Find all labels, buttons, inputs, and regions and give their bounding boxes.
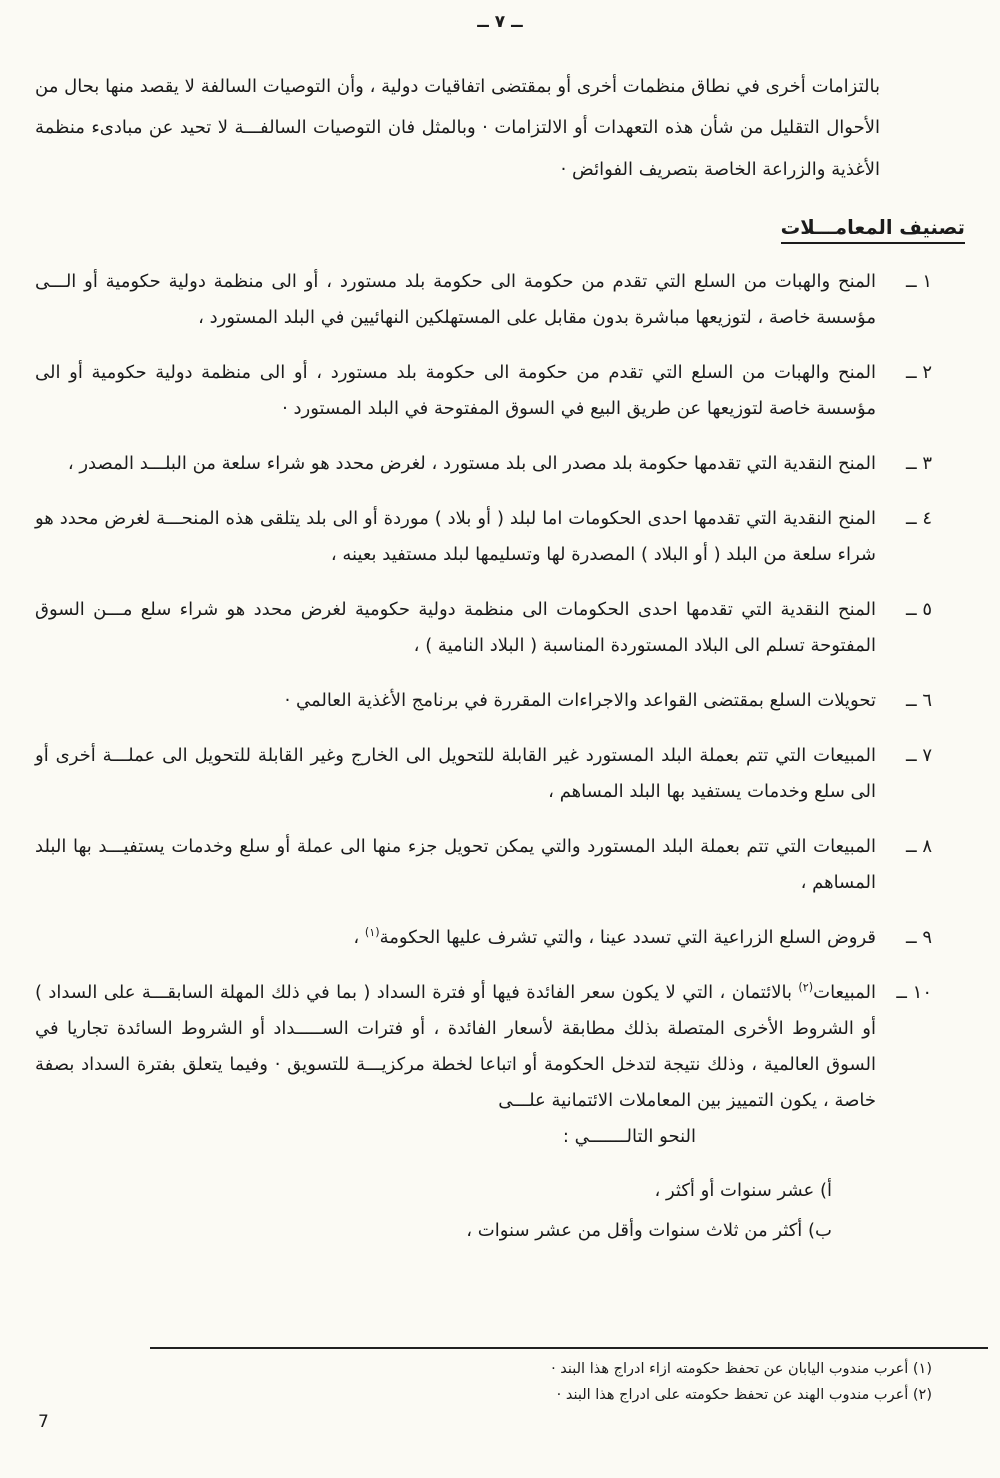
item-number: ٣ ــ xyxy=(906,453,932,475)
list-item-8 xyxy=(35,829,932,901)
item-text: المبيعات التي تتم بعملة البلد المستورد غير القابلة للتحويل الى الخارج وغير القابلة للتحويل الى عملـــة أخرى أو الى سلع وخدمات يستفيد بها البلد المساهم ، xyxy=(35,745,876,803)
item-text xyxy=(35,920,876,956)
intro-paragraph: بالتزامات أخرى في نطاق منظمات أخرى أو بمقتضى اتفاقيات دولية ، وأن التوصيات السالفة لا يقصد منها بحال من الأحوال التقليل من شأن هذه التعهدات أو الالتزامات · وبالمثل فان التوصيات السالفـــة لا تحيد عن مبادىء منظمة الأغذية والزراعة الخاصة بتصريف الفوائض · xyxy=(35,76,880,180)
footnote-ref-1: (١) xyxy=(364,926,380,940)
sub-item-b: ب) أكثر من ثلاث سنوات وأقل من عشر سنوات ، xyxy=(466,1220,832,1242)
footnote-1: (١) أعرب مندوب اليابان عن تحفظ حكومته ازاء ادراج هذا البند · xyxy=(551,1360,932,1377)
list-item-7 xyxy=(35,738,932,810)
list-item-3 xyxy=(35,446,932,482)
item-number: ٤ ــ xyxy=(906,508,932,530)
item-text: المبيعات التي تتم بعملة البلد المستورد والتي يمكن تحويل جزء منها الى عملة أو سلع وخدمات يستفيـــد بها البلد المساهم ، xyxy=(35,836,876,894)
item-number: ١٠ ــ xyxy=(896,982,932,1004)
item-number: ٨ ــ xyxy=(906,836,932,858)
item-number: ٩ ــ xyxy=(906,927,932,949)
item-number: ٢ ــ xyxy=(906,362,932,384)
item-text: المنح النقدية التي تقدمها حكومة بلد مصدر الى بلد مستورد ، لغرض محدد هو شراء سلعة من البلـــد المصدر ، xyxy=(67,453,876,475)
item-text-post: ، xyxy=(353,927,365,949)
list-item-4 xyxy=(35,501,932,573)
list-item-9 xyxy=(35,920,932,956)
list-item-6 xyxy=(35,683,932,719)
item-text-post: بالائتمان ، التي لا يكون سعر الفائدة فيها أو فترة السداد ( بما في ذلك المهلة السابقـــة على السداد ) أو الشروط الأخرى المتصلة بذلك مطابقة لأسعار الفائدة ، أو فترات الســـــداد أو الشروط السائدة تجاريا في السوق العالمية ، وذلك نتيجة لتدخل الحكومة أو اتباعا لخطة مركزيـــة للتسويق · وفيما يتعلق بفترة السداد بصفة خاصة ، يكون التمييز بين المعاملات الائتمانية علـــى xyxy=(35,982,876,1112)
item-number: ٧ ــ xyxy=(906,745,932,767)
list-item-1 xyxy=(35,264,932,336)
page-number-bottom: 7 xyxy=(38,1412,49,1432)
item-number: ٥ ــ xyxy=(906,599,932,621)
item-number: ١ ــ xyxy=(906,271,932,293)
footnote-ref-2: (٢) xyxy=(798,981,814,995)
item-text-pre: قروض السلع الزراعية التي تسدد عينا ، والتي تشرف عليها الحكومة xyxy=(379,927,876,949)
list-item-5 xyxy=(35,592,932,664)
section-heading xyxy=(35,216,965,244)
item-number: ٦ ــ xyxy=(906,690,932,712)
transaction-list xyxy=(35,264,932,1155)
footnotes-block xyxy=(150,1347,988,1408)
item-text xyxy=(35,975,876,1155)
item-text: المنح والهبات من السلع التي تقدم من حكومة الى حكومة بلد مستورد ، أو الى منظمة دولية حكومية أو الـــى مؤسسة خاصة ، لتوزيعها مباشرة بدون مقابل على المستهلكين النهائيين في البلد المستورد ، xyxy=(35,271,876,329)
section-heading-text: تصنيف المعامـــلات xyxy=(781,216,965,244)
list-item-10 xyxy=(35,975,932,1155)
page-number-top: ــ ٧ ــ xyxy=(477,12,523,32)
item-text: تحويلات السلع بمقتضى القواعد والاجراءات المقررة في برنامج الأغذية العالمي · xyxy=(284,690,876,712)
list-item-2 xyxy=(35,355,932,427)
item-text: المنح النقدية التي تقدمها احدى الحكومات الى منظمة دولية حكومية لغرض محدد هو شراء سلع مـــن السوق المفتوحة تسلم الى البلاد المستوردة المناسبة ( البلاد النامية ) ، xyxy=(35,599,876,657)
footnote-2: (٢) أعرب مندوب الهند عن تحفظ حكومته على ادراج هذا البند · xyxy=(556,1386,932,1403)
item-text: المنح النقدية التي تقدمها احدى الحكومات اما لبلد ( أو بلاد ) موردة أو الى بلد يتلقى هذه المنحـــة لغرض محدد هو شراء سلعة من البلد ( أو البلاد ) المصدرة لها وتسليمها لبلد مستفيد بعينه ، xyxy=(35,508,876,566)
item-text-pre: المبيعات xyxy=(813,982,876,1004)
item-text: المنح والهبات من السلع التي تقدم من حكومة الى حكومة بلد مستورد ، أو الى منظمة دولية حكومية أو الى مؤسسة خاصة لتوزيعها عن طريق البيع في السوق المفتوحة في البلد المستورد · xyxy=(35,362,876,420)
item-10-tail-line: النحو التالـــــــي : xyxy=(562,1126,696,1148)
sub-item-a: أ) عشر سنوات أو أكثر ، xyxy=(654,1180,832,1202)
